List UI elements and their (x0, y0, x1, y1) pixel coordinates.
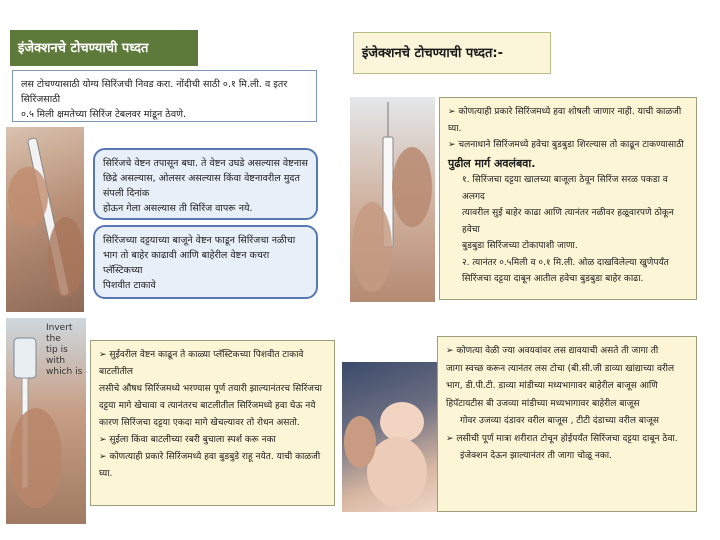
instruction-line: ➢ सुईला किंवा बाटलीच्या रबरी बुचाला स्पर्श करू नका (99, 432, 326, 449)
instruction-line: ➢ कोणत्याही प्रकारे सिरिंजमध्ये हवा बुडबुडे राहू नयेत. याची काळजी (99, 449, 326, 466)
syringe-icon (350, 97, 435, 302)
left-section-title: इंजेक्शनचे टोचण्याची पध्दत (10, 30, 198, 66)
syringe-bubble-photo (350, 97, 435, 302)
card-line: भाग तो बाहेर काढावी आणि बाहेरील वेष्टन कचरा प्लॅस्टिकच्या (103, 250, 270, 276)
photo-caption (46, 323, 86, 378)
intro-line: लस टोचण्यासाठी योग्य सिरिंजची निवड करा. नोंदीची साठी ०.१ मि.ली. व इतर सिरिंजसाठी (21, 79, 288, 105)
instruction-line: ➢ सुईवरील वेष्टन काढून ते काळ्या प्लॅस्टिकच्या पिशवीत टाकावे बाटलीतील (99, 347, 326, 381)
infant-icon (342, 362, 437, 512)
instruction-line: भाग, डी.पी.टी. डाव्या मांडीच्या मध्यभागावर बाहेरील बाजूस आणि (446, 381, 658, 391)
card-line: होऊन गेला असल्यास ती सिरिंज वापरू नये. (103, 203, 253, 214)
instruction-heading: पुढील मार्ग अवलंबवा. (448, 156, 536, 170)
instruction-step: त्यावरील सुई बाहेर काढा आणि त्यानंतर नळीवर हळूवारपणे ठोकून हवेचा (462, 208, 674, 235)
instruction-line: लसीचे औषध सिरिंजमध्ये भरण्यास पूर्ण तयारी झाल्यानंतरच सिरिंजचा (99, 384, 322, 394)
right-section-title: इंजेक्शनचे टोचण्याची पध्दत:- (353, 32, 551, 74)
instruction-line: दट्टया मागे खेचावा व त्यानंतरच बाटलीतील सिरिंजमध्ये हवा घेऊ नये (99, 401, 316, 411)
intro-instruction-box (12, 70, 317, 122)
photo-caption-line: tip is with (46, 345, 68, 366)
card-line: छिद्रे असल्यास, ओलसर असल्यास किंवा वेष्टनावरील मुदत संपली दिनांक (103, 173, 300, 199)
photo-caption-line: Invert the (46, 323, 73, 344)
instruction-line: ➢ लसीची पूर्ण मात्रा शरीरात टोचून होईपर्यंत सिरिंजचा दट्टया दाबून ठेवा. (446, 431, 688, 449)
syringe-packaging-check-card (93, 148, 318, 220)
needle-handling-box (90, 340, 335, 506)
vial-inversion-photo (6, 318, 86, 524)
instruction-line: कारण सिरिंजचा दट्टया एकदा मागे खेचल्यावर तो रोधन असतो. (99, 418, 300, 428)
instruction-line: इंजेक्शन देऊन झाल्यानंतर ती जागा चोळू नका. (460, 451, 612, 461)
infant-vaccination-photo (342, 362, 437, 512)
syringe-hands-photo (6, 127, 84, 312)
syringe-unwrap-card (93, 225, 318, 299)
syringe-icon (6, 127, 84, 312)
instruction-step: बुडबुडा सिरिंजच्या टोकापाशी जाणा. (462, 241, 578, 251)
photo-caption-line: which is (46, 367, 83, 377)
intro-line: ०.५ मिली क्षमतेच्या सिरिंज टेबलवर मांडून ठेवणे. (21, 109, 186, 120)
instruction-line: ➢ कोणत्याही प्रकारे सिरिंजमध्ये हवा शोषली जाणार नाही. याची काळजी घ्या. (448, 104, 688, 137)
instruction-step: १. सिरिंजचा दट्टया खालच्या बाजूला ठेवून सिरिंज सरळ पकडा व अलगद (462, 175, 668, 202)
instruction-step: २. त्यानंतर ०.५मिली व ०.१ मि.ली. ओळ दाखविलेल्या खुणेपर्यंत (462, 257, 669, 268)
instruction-line: ➢ कोणत्या वेळी ज्या अवयवांवर लस द्यावयाची असते ती जागा ती (446, 343, 688, 361)
card-line: सिरिंजच्या दट्टयाच्या बाजूने वेष्टन फाडून सिरिंजचा नळीचा (103, 235, 296, 246)
instruction-step: सिरिंजचा दट्टया दाबून आतील हवेचा बुडबुडा बाहेर काढा. (462, 274, 644, 284)
card-line: सिरिंजचे वेष्टन तपासून बघा. ते वेष्टन उघडे असल्यास वेष्टनास (103, 158, 308, 169)
card-line: पिशवीत टाकावे (103, 280, 156, 291)
instruction-line: गोवर उजव्या दंडावर वरील बाजूस , टीटी दंडाच्या वरील बाजूस (460, 416, 660, 426)
injection-site-box (437, 336, 697, 512)
instruction-line: जागा स्वच्छ करून त्यानंतर लस टोचा (बी.सी.जी डाव्या खांद्याच्या वरील (446, 363, 675, 374)
instruction-line: ➢ चलनाधाने सिरिंजमध्ये हवेचा बुडबुडा शिरल्यास तो काढून टाकण्यासाठी (448, 137, 688, 154)
air-bubble-removal-box (439, 97, 697, 300)
instruction-line: हिपॅटायटीस बी उजव्या मांडीच्या मध्यभागावर बाहेरील बाजूस (446, 398, 640, 409)
instruction-line: घ्या. (99, 469, 113, 479)
